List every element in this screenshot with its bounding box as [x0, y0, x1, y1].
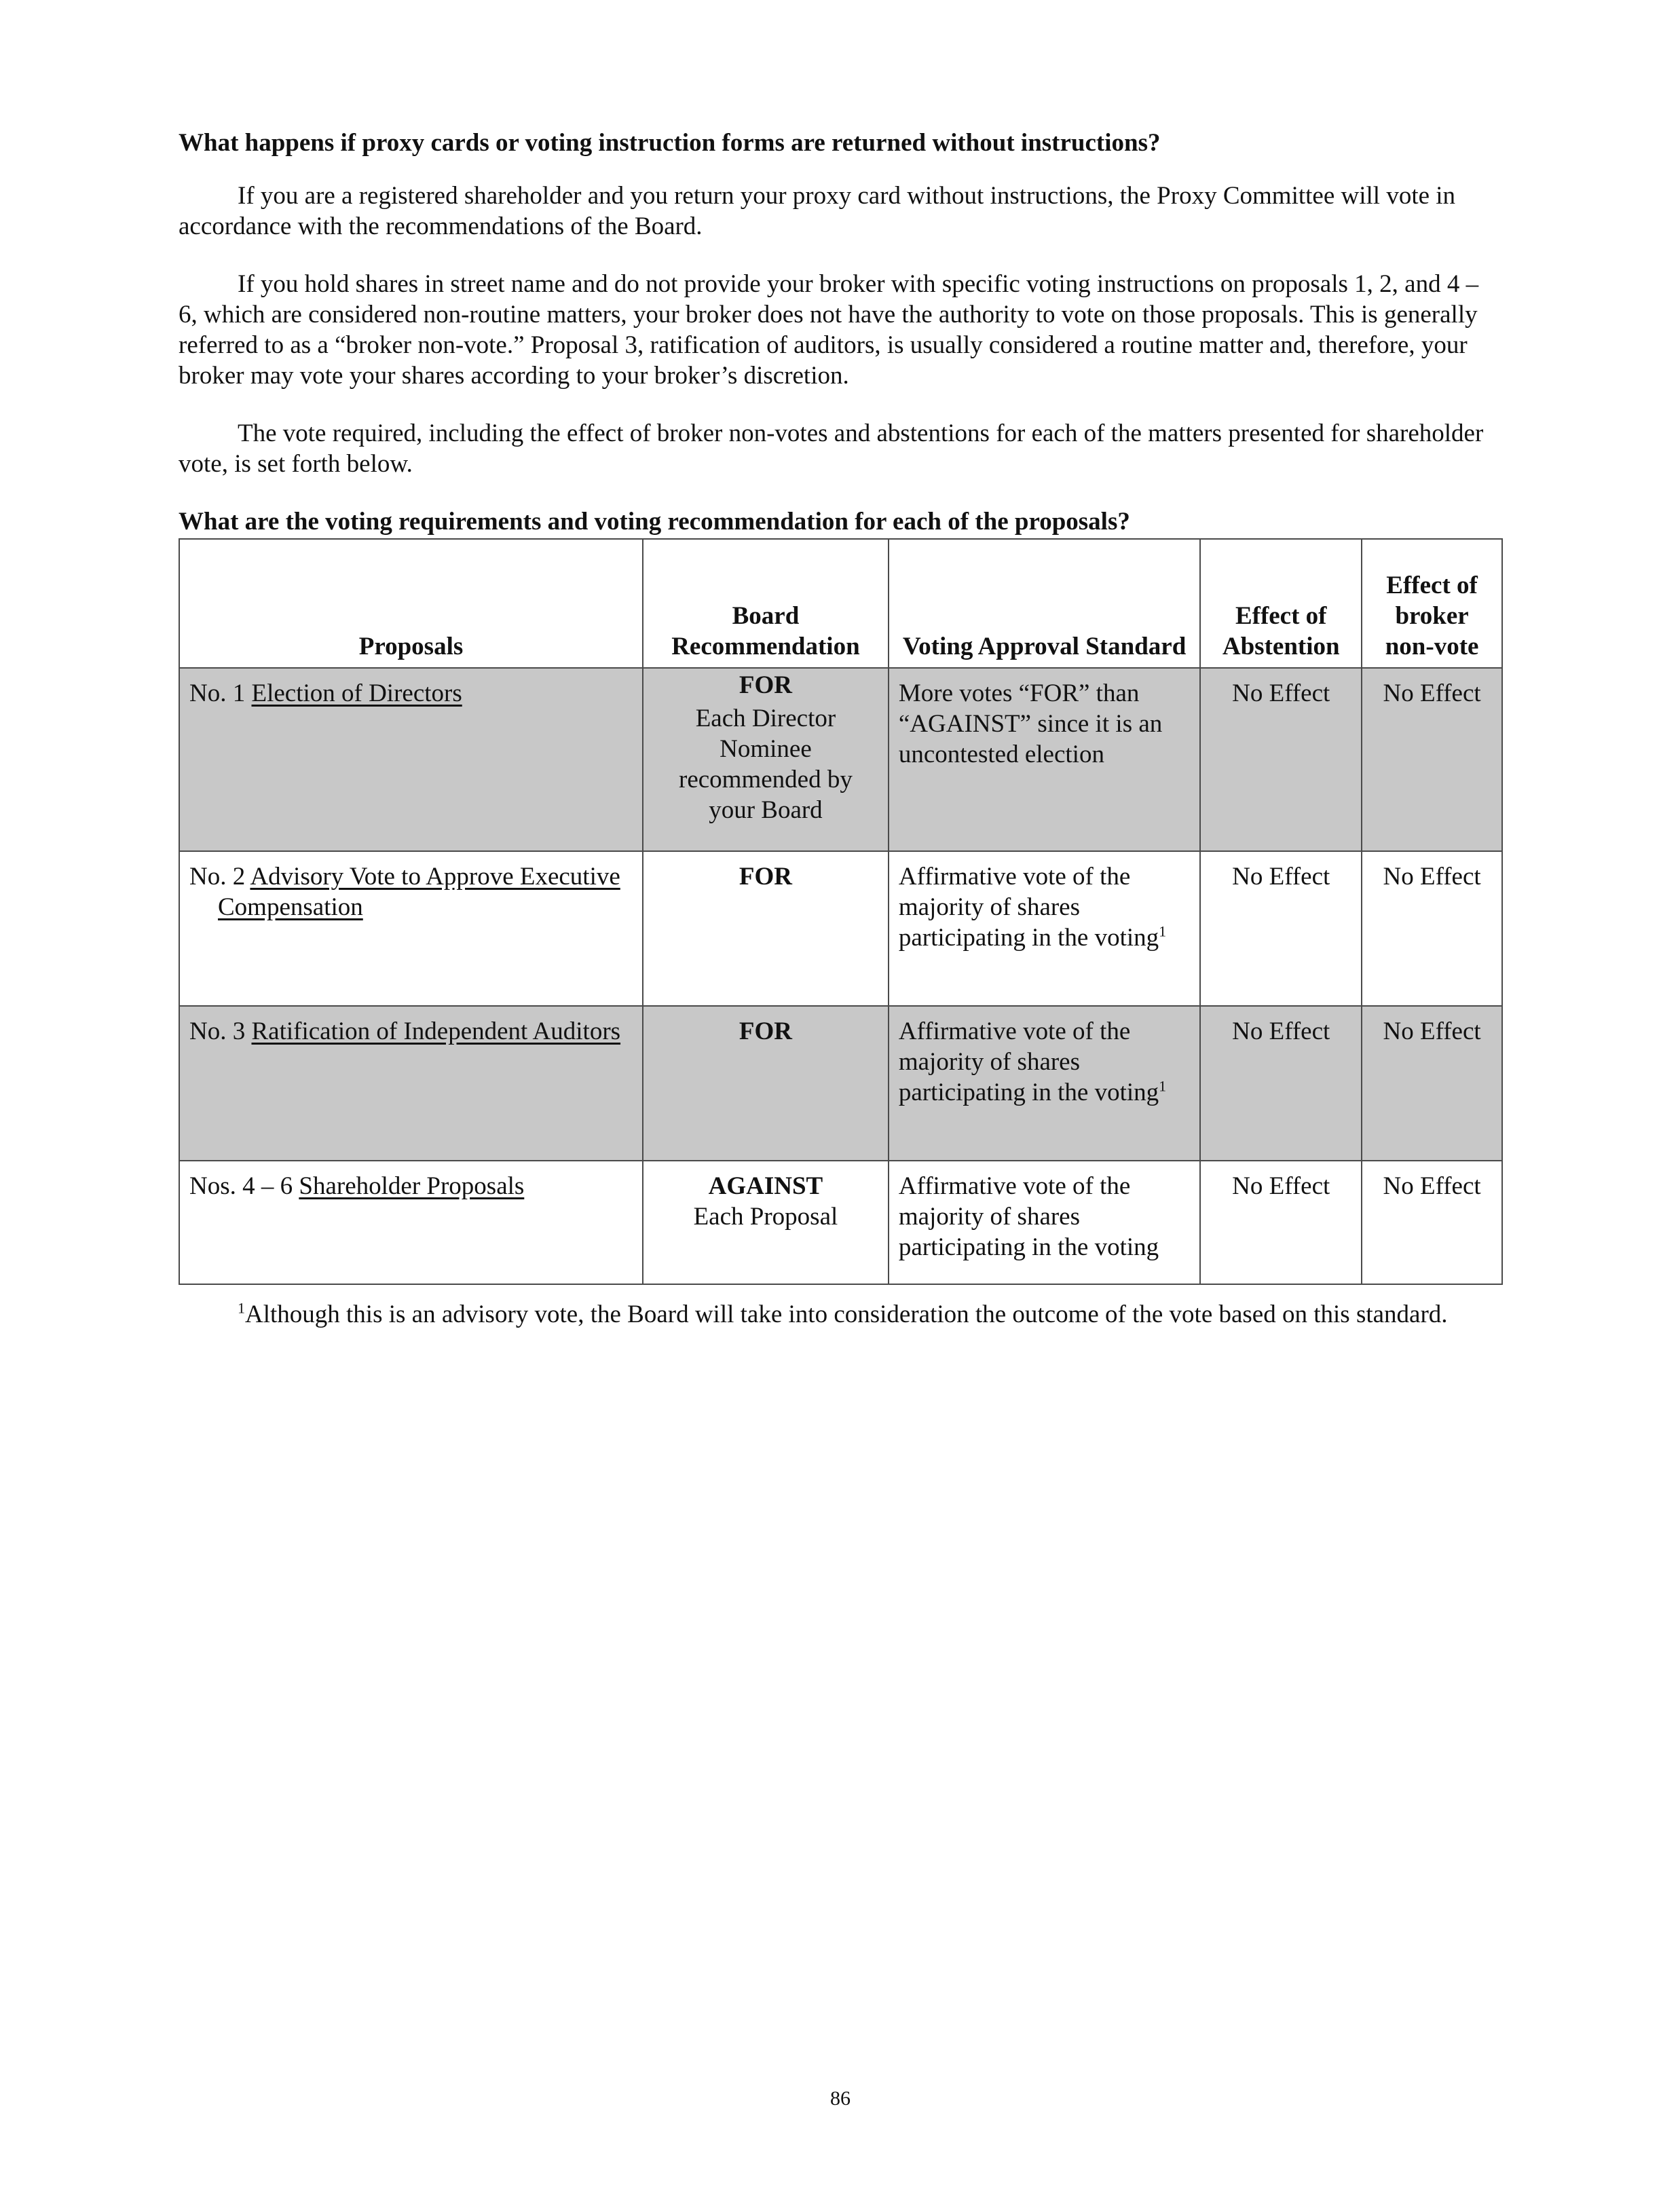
- proposal-title: Ratification of Independent Auditors: [251, 1017, 621, 1045]
- footnote-marker: 1: [238, 1299, 245, 1317]
- voting-requirements-table: [179, 538, 1503, 1285]
- recommendation-vote: FOR: [739, 1017, 792, 1045]
- abstention-effect-cell: No Effect: [1200, 1006, 1362, 1161]
- page-number: 86: [830, 2087, 851, 2110]
- recommendation-vote: FOR: [739, 863, 792, 891]
- approval-standard-text: More votes “FOR” than “AGAINST” since it is an uncontested election: [898, 679, 1163, 768]
- approval-standard-cell: [889, 668, 1200, 851]
- proposal-cell: [179, 851, 643, 1006]
- header-effect-of-broker-non-vote: Effect of broker non-vote: [1362, 539, 1502, 668]
- footnote-marker: 1: [1159, 1077, 1167, 1095]
- abstention-effect-cell: No Effect: [1200, 1161, 1362, 1284]
- approval-standard-text: Affirmative vote of the majority of shares participating in the voting: [898, 1017, 1159, 1106]
- proposal-cell: [179, 668, 643, 851]
- abstention-effect-cell: No Effect: [1200, 851, 1362, 1006]
- board-recommendation-cell: [643, 1161, 889, 1284]
- board-recommendation-cell: [643, 1006, 889, 1161]
- paragraph-registered-shareholder: If you are a registered shareholder and you return your proxy card without instructions, the Proxy Committee will vote in accordance with the recommendations of the Board.: [179, 182, 1456, 240]
- broker-effect-cell: No Effect: [1362, 1006, 1502, 1161]
- approval-standard-text: Affirmative vote of the majority of shares participating in the voting: [898, 863, 1159, 952]
- header-voting-approval-standard: Voting Approval Standard: [889, 539, 1200, 668]
- proposal-number: No. 2: [189, 863, 246, 891]
- proposal-number: No. 3: [189, 1017, 246, 1045]
- table-row: [179, 1161, 1502, 1284]
- recommendation-detail: Each Director Nominee recommended by your Board: [679, 705, 853, 824]
- header-board-recommendation: Board Recommendation: [643, 539, 889, 668]
- proposal-cell: [179, 1006, 643, 1161]
- approval-standard-cell: [889, 1006, 1200, 1161]
- header-proposals: Proposals: [179, 539, 643, 668]
- paragraph-vote-required: The vote required, including the effect of broker non-votes and abstentions for each of the matters presented for shareholder vote, is set forth below.: [179, 419, 1484, 478]
- proposal-number: No. 1: [189, 679, 246, 707]
- broker-effect-cell: No Effect: [1362, 1161, 1502, 1284]
- proposal-title: Election of Directors: [251, 679, 462, 707]
- section-heading-returned-without-instructions: What happens if proxy cards or voting instruction forms are returned without instructions?: [179, 129, 1161, 157]
- table-row: [179, 668, 1502, 851]
- recommendation-detail: Each Proposal: [693, 1203, 838, 1231]
- table-header-row: [179, 539, 1502, 668]
- proposal-number: Nos. 4 – 6: [189, 1172, 293, 1200]
- table-row: [179, 1006, 1502, 1161]
- recommendation-vote: AGAINST: [708, 1172, 823, 1200]
- proposal-title: Shareholder Proposals: [299, 1172, 525, 1200]
- paragraph-street-name: If you hold shares in street name and do not provide your broker with specific voting instructions on proposals 1, 2, and 4 – 6, which are considered non-routine matters, your broker does not have the authority to vote on those proposals. This is generally referred to as a “broker non-vote.” Proposal 3, ratification of auditors, is usually considered a routine matter and, therefore, your broker may vote your shares according to your broker’s discretion.: [179, 270, 1479, 390]
- approval-standard-text: Affirmative vote of the majority of shares participating in the voting: [898, 1172, 1159, 1261]
- abstention-effect-cell: No Effect: [1200, 668, 1362, 851]
- board-recommendation-cell: [643, 851, 889, 1006]
- footnote-text: Although this is an advisory vote, the Board will take into consideration the outcome of the vote based on this standard.: [245, 1301, 1448, 1328]
- broker-effect-cell: No Effect: [1362, 668, 1502, 851]
- footnote: [179, 1299, 1502, 1330]
- broker-effect-cell: No Effect: [1362, 851, 1502, 1006]
- proposal-cell: [179, 1161, 643, 1284]
- approval-standard-cell: [889, 1161, 1200, 1284]
- footnote-marker: 1: [1159, 922, 1167, 940]
- section-heading-voting-requirements: What are the voting requirements and voting recommendation for each of the proposals?: [179, 508, 1130, 536]
- approval-standard-cell: [889, 851, 1200, 1006]
- header-effect-of-abstention: Effect of Abstention: [1200, 539, 1362, 668]
- table-row: [179, 851, 1502, 1006]
- board-recommendation-cell: [643, 668, 889, 851]
- recommendation-vote: FOR: [739, 671, 792, 699]
- proposal-title: Advisory Vote to Approve Executive Compensation: [218, 863, 620, 921]
